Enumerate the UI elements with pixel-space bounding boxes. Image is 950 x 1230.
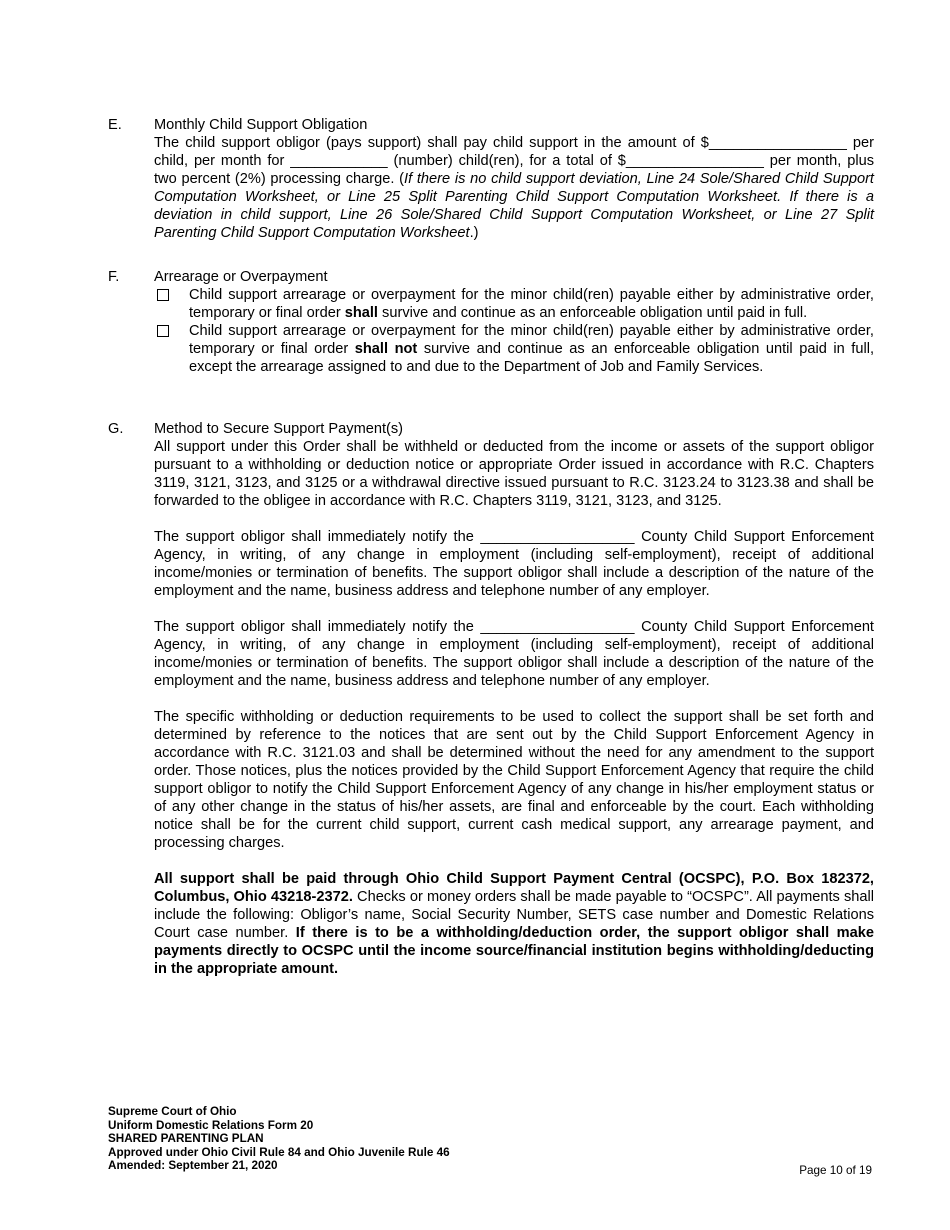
option-shall-text-b: survive and continue as an enforceable obligation until paid in full. <box>378 305 808 321</box>
section-g-paragraph-3: The support obligor shall immediately notify the ___________________ County Child Support Enforcement Agency, in writing, of any change in employment (including self-employment), receipt of additional income/monies or termination of benefits. The support obligor shall include a description of the nature of the employment and the name, business address and telephone number of any employer. <box>154 619 874 689</box>
footer-amended: Amended: September 21, 2020 <box>108 1159 278 1173</box>
arrearage-option-shall-not <box>154 322 874 376</box>
section-g-paragraph-5 <box>154 870 874 978</box>
section-e-text-1: The child support obligor (pays support) shall pay child support in the amount of $_________________ <box>154 135 847 151</box>
page-number: Page 10 of 19 <box>799 1164 872 1177</box>
section-f <box>108 268 874 376</box>
footer-form-title: SHARED PARENTING PLAN <box>108 1132 264 1146</box>
footer-approval: Approved under Ohio Civil Rule 84 and Ohio Juvenile Rule 46 <box>108 1145 450 1159</box>
section-f-title: Arrearage or Overpayment <box>154 269 328 285</box>
option-shall-not-text-b: survive and continue as an enforceable obligation until paid in full, except the arrearage assigned to and due to the Department of Job and Family Services. <box>189 341 874 375</box>
section-e-paragraph <box>154 134 874 242</box>
section-g-paragraph-2: The support obligor shall immediately notify the ___________________ County Child Support Enforcement Agency, in writing, of any change in employment (including self-employment), receipt of additional income/monies or termination of benefits. The support obligor shall include a description of the nature of the employment and the name, business address and telephone number of any employer. <box>154 529 874 599</box>
section-e-letter: E. <box>108 117 122 133</box>
section-g-title: Method to Secure Support Payment(s) <box>154 421 404 437</box>
ocspc-address: All support shall be paid through Ohio Child Support Payment Central (OCSPC), P.O. Box 182372, Columbus, Ohio 43218-2372. <box>154 871 874 905</box>
shall-survive-checkbox[interactable] <box>157 289 169 301</box>
section-g-paragraph-1: All support under this Order shall be withheld or deducted from the income or assets of the support obligor pursuant to a withholding or deduction notice or appropriate Order issued in accordance with R.C. Chapters 3119, 3121, 3123, and 3125 or a withdrawal directive issued pursuant to R.C. 3123.24 to 3123.38 and shall be forwarded to the obligee in accordance with R.C. Chapters 3119, 3121, 3123, and 3125. <box>154 439 874 509</box>
option-shall-not-text-a: Child support arrearage or overpayment for the minor child(ren) payable either by administrative order, temporary or final order <box>189 323 874 357</box>
section-e-italic-note: If there is no child support deviation, Line 24 Sole/Shared Child Support Computation Worksheet, or Line 25 Split Parenting Child Support Computation Worksheet. If there is a deviation in child support, Line 26 Sole/Shared Child Support Computation Worksheet, or Line 27 Split Parenting Child Support Computation Worksheet <box>154 171 874 241</box>
section-g <box>108 420 874 978</box>
direct-payment-notice: If there is to be a withholding/deduction order, the support obligor shall make payments directly to OCSPC until the income source/financial institution begins withholding/deducting in the appropriate amount. <box>154 925 874 977</box>
section-e-text-2: per child, per month for ____________ (number) child(ren), for a total of $_________________ per month, plus two percent (2%) processing charge. ( <box>154 135 874 187</box>
section-f-letter: F. <box>108 269 120 285</box>
section-e <box>108 116 874 242</box>
footer-form-number: Uniform Domestic Relations Form 20 <box>108 1118 314 1132</box>
section-g-letter: G. <box>108 421 124 437</box>
section-e-title: Monthly Child Support Obligation <box>154 117 368 133</box>
arrearage-option-shall <box>154 286 874 322</box>
payment-instructions: Checks or money orders shall be made payable to “OCSPC”. All payments shall include the following: Obligor’s name, Social Security Number, SETS case number and Domestic Relations Court case number. <box>154 889 874 941</box>
shall-not-survive-checkbox[interactable] <box>157 325 169 337</box>
option-shall-not-bold: shall not <box>354 341 418 357</box>
option-shall-bold: shall <box>344 305 378 321</box>
footer-court: Supreme Court of Ohio <box>108 1105 237 1118</box>
section-g-paragraph-4: The specific withholding or deduction requirements to be used to collect the support shall be set forth and determined by reference to the notices that are sent out by the Child Support Enforcement Agency in accordance with R.C. 3121.03 and shall be determined without the need for any amendment to the support order. Those notices, plus the notices provided by the Child Support Enforcement Agency that require the child support obligor to notify the Child Support Enforcement Agency of any change in his/her employment status or of any other change in the status of his/her assets, are final and enforceable by the court. Each withholding notice shall be for the current child support, current cash medical support, any arrearage payment, and processing charges. <box>154 709 874 851</box>
option-shall-text-a: Child support arrearage or overpayment for the minor child(ren) payable either by administrative order, temporary or final order <box>189 287 874 321</box>
section-e-text-end: .) <box>469 225 479 241</box>
form-footer <box>108 1105 450 1173</box>
